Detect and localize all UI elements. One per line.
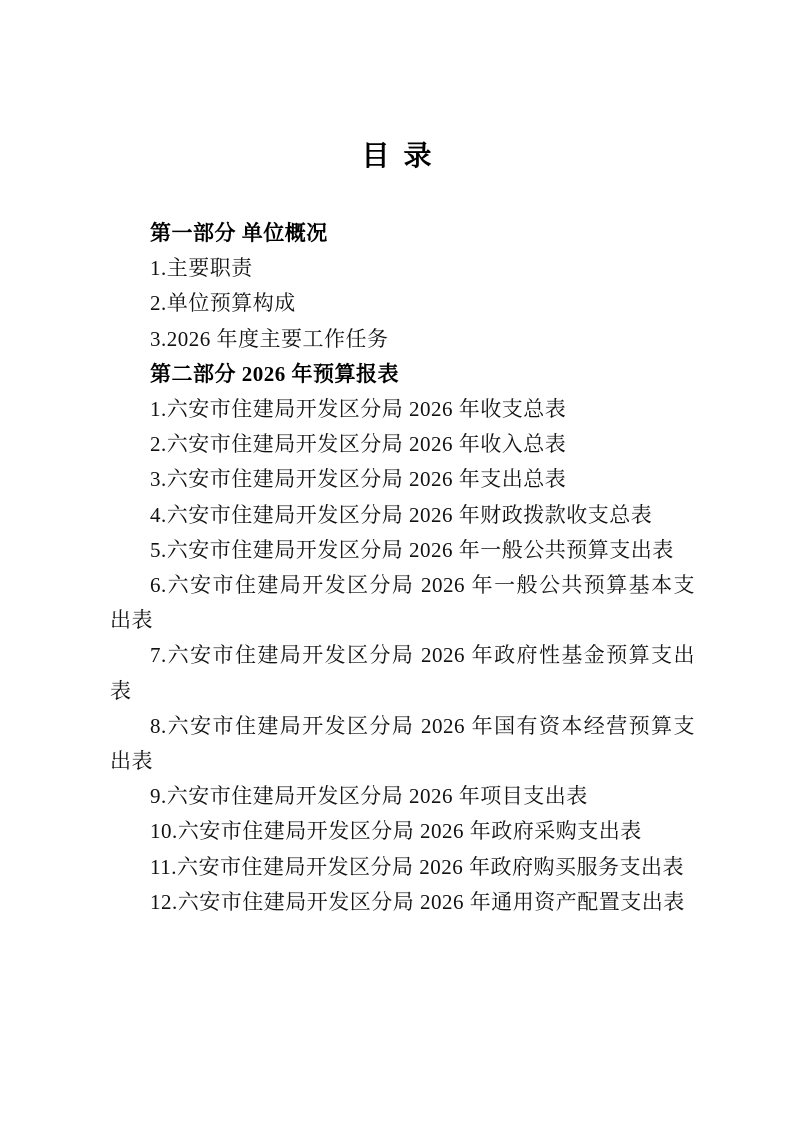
page-title: 目 录: [361, 141, 432, 172]
toc-item: 8.六安市住建局开发区分局 2026 年国有资本经营预算支出表: [110, 713, 695, 774]
toc-item: 2.单位预算构成: [150, 291, 296, 316]
toc-item: 4.六安市住建局开发区分局 2026 年财政拨款收支总表: [150, 502, 653, 527]
toc-item: 11.六安市住建局开发区分局 2026 年政府购买服务支出表: [150, 854, 684, 879]
toc-item: 7.六安市住建局开发区分局 2026 年政府性基金预算支出表: [110, 643, 695, 703]
toc-section-heading-part2: 第二部分 2026 年预算报表: [150, 361, 399, 386]
toc-item: 2.六安市住建局开发区分局 2026 年收入总表: [150, 432, 567, 457]
toc-section-heading-part1: 第一部分 单位概况: [150, 221, 328, 245]
toc-item: 5.六安市住建局开发区分局 2026 年一般公共预算支出表: [150, 537, 674, 562]
toc-item: 1.主要职责: [150, 256, 253, 281]
table-of-contents: [110, 216, 695, 920]
toc-item: 9.六安市住建局开发区分局 2026 年项目支出表: [150, 784, 588, 809]
toc-item: 3.2026 年度主要工作任务: [150, 326, 389, 351]
toc-item: 12.六安市住建局开发区分局 2026 年通用资产配置支出表: [150, 889, 685, 914]
toc-item: 3.六安市住建局开发区分局 2026 年支出总表: [150, 467, 567, 492]
toc-item: 6.六安市住建局开发区分局 2026 年一般公共预算基本支出表: [110, 573, 695, 633]
toc-item: 10.六安市住建局开发区分局 2026 年政府采购支出表: [150, 819, 642, 844]
toc-item: 1.六安市住建局开发区分局 2026 年收支总表: [150, 397, 567, 422]
